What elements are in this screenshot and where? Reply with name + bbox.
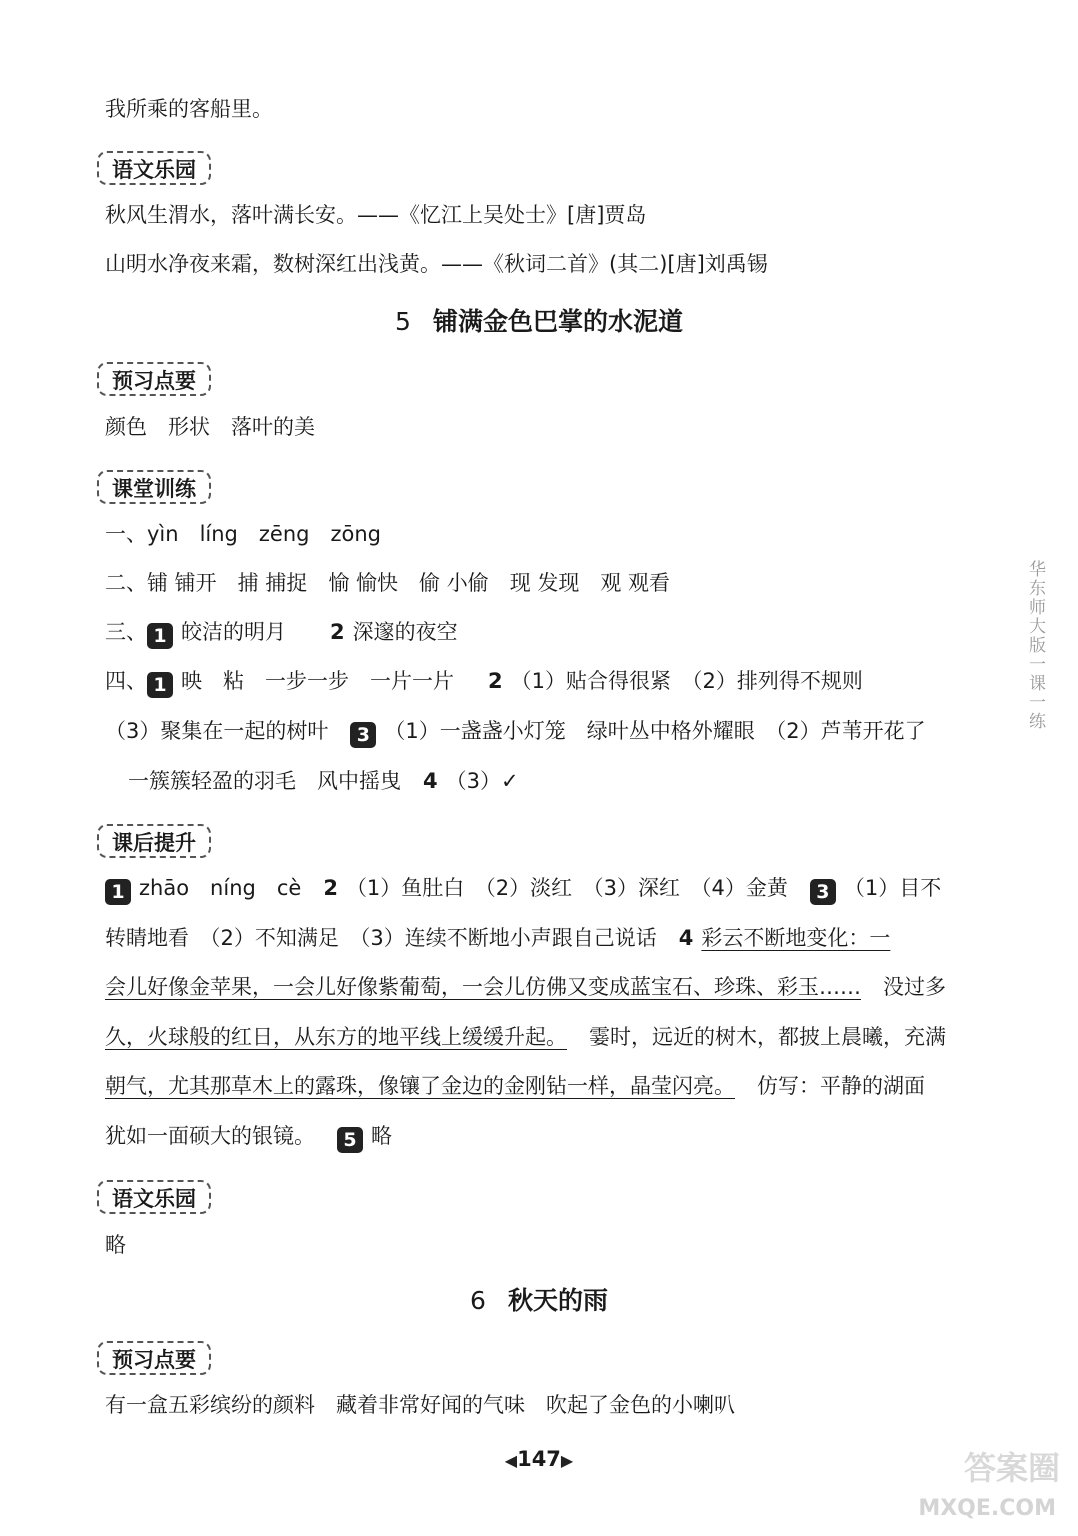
- underlined-answer: 彩云不断地变化：一: [701, 926, 891, 950]
- answer-text: （1）目不: [843, 876, 942, 900]
- answer-text: 皎洁的明月: [181, 620, 286, 644]
- section-tag-preview: 预习点要: [97, 362, 211, 396]
- item-number: 4: [678, 926, 694, 950]
- answer-line: [105, 972, 946, 1002]
- answer-text: zhāo níng cè: [139, 876, 302, 900]
- answer-text: 一簇簇轻盈的羽毛 风中摇曳: [128, 769, 401, 793]
- answer-line: [105, 1022, 946, 1052]
- page-number-text: 147: [517, 1447, 561, 1471]
- answer-text: 深邃的夜空: [352, 620, 458, 644]
- number-badge: 1: [147, 623, 173, 649]
- number-badge: 3: [350, 722, 376, 748]
- answer-text: 仿写：平静的湖面: [757, 1074, 925, 1098]
- answer-text: 没过多: [883, 975, 946, 999]
- answer-line: 颜色 形状 落叶的美: [105, 415, 315, 439]
- lesson-number: 6: [470, 1286, 486, 1315]
- watermark: 答案圈: [963, 1449, 1060, 1487]
- number-badge: 5: [337, 1127, 363, 1153]
- answer-text: 霎时，远近的树木，都披上晨曦，充满: [589, 1025, 946, 1049]
- answer-text: 略: [371, 1124, 392, 1148]
- answer-line: [105, 1121, 392, 1153]
- underlined-answer: 会儿好像金苹果，一会儿好像紫葡萄，一会儿仿佛又变成蓝宝石、珍珠、彩玉……: [105, 975, 861, 999]
- answer-line: [105, 716, 926, 748]
- answer-line: 有一盒五彩缤纷的颜料 藏着非常好闻的气味 吹起了金色的小喇叭: [105, 1393, 735, 1417]
- answer-line: 二、铺 铺开 捕 捕捉 愉 愉快 偷 小偷 现 发现 观 观看: [105, 571, 671, 595]
- page-number: [0, 1444, 1078, 1476]
- section-tag-garden: 语文乐园: [97, 1180, 211, 1214]
- number-badge: 1: [147, 672, 173, 698]
- number-badge: 3: [810, 879, 836, 905]
- lesson-title-text: 秋天的雨: [507, 1286, 608, 1315]
- side-book-title: 华东师大版一课一练: [1025, 560, 1045, 731]
- item-number: 4: [423, 769, 438, 793]
- q-prefix: 三、: [105, 620, 147, 644]
- answer-line: [105, 923, 890, 953]
- answer-line: [105, 617, 458, 649]
- lesson-number: 5: [395, 307, 411, 336]
- q-prefix: 四、: [105, 669, 147, 693]
- answer-line: [105, 666, 863, 698]
- answer-text: 转睛地看 （2）不知满足 （3）连续不断地小声跟自己说话: [105, 926, 657, 950]
- answer-line: [105, 1071, 925, 1101]
- item-number: 2: [323, 876, 338, 900]
- answer-line: [128, 766, 519, 796]
- answer-text: 映 粘 一步一步 一片一片: [181, 669, 454, 693]
- answer-text: （3）聚集在一起的树叶: [105, 719, 329, 743]
- answer-text: （1）鱼肚白 （2）淡红 （3）深红 （4）金黄: [345, 876, 788, 900]
- lesson-title-text: 铺满金色巴掌的水泥道: [432, 307, 683, 336]
- section-tag-preview: 预习点要: [97, 1341, 211, 1375]
- watermark-url: MXQE.COM: [918, 1496, 1056, 1521]
- number-badge: 1: [105, 879, 131, 905]
- left-arrow-icon: ◀: [504, 1451, 518, 1470]
- poem-line: 山明水净夜来霜，数树深红出浅黄。——《秋词二首》(其二)[唐]刘禹锡: [105, 252, 768, 276]
- answer-text: 犹如一面硕大的银镜。: [105, 1124, 315, 1148]
- section-tag-garden: 语文乐园: [97, 151, 211, 185]
- answer-line: 一、yìn líng zēng zōng: [105, 522, 381, 546]
- poem-line: 秋风生渭水，落叶满长安。——《忆江上吴处士》[唐]贾岛: [105, 203, 647, 227]
- underlined-answer: 久，火球般的红日，从东方的地平线上缓缓升起。: [105, 1025, 567, 1049]
- answer-text: （1）一盏盏小灯笼 绿叶丛中格外耀眼 （2）芦苇开花了: [384, 719, 926, 743]
- item-number: 2: [330, 620, 345, 644]
- right-arrow-icon: ▶: [560, 1451, 574, 1470]
- lesson-title: [0, 305, 1078, 339]
- answer-line: [105, 873, 941, 905]
- underlined-answer: 朝气，尤其那草木上的露珠，像镶了金边的金刚钻一样，晶莹闪亮。: [105, 1074, 735, 1098]
- section-tag-after: 课后提升: [97, 824, 211, 858]
- section-tag-class: 课堂训练: [97, 470, 211, 504]
- lesson-title: [0, 1284, 1078, 1318]
- answer-text: （3）✓: [445, 769, 519, 793]
- item-number: 2: [488, 669, 503, 693]
- text-line: 我所乘的客船里。: [105, 97, 273, 121]
- answer-text: （1）贴合得很紧 （2）排列得不规则: [510, 669, 863, 693]
- answer-line: 略: [105, 1233, 126, 1257]
